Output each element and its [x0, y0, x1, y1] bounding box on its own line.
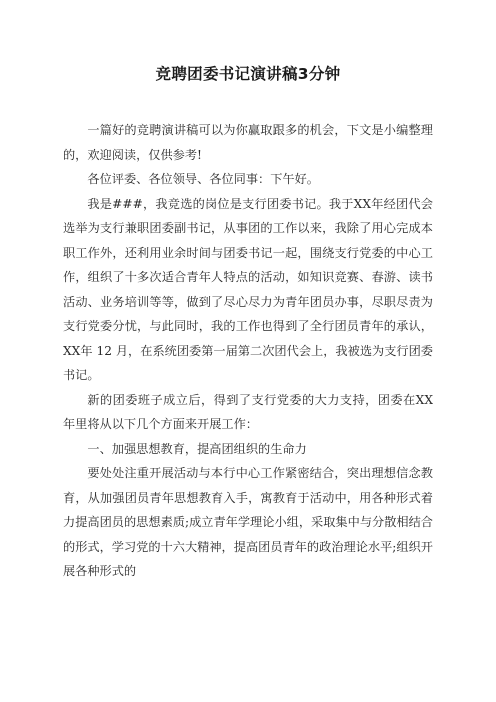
paragraph: 一篇好的竞聘演讲稿可以为你赢取跟多的机会，下文是小编整理的，欢迎阅读，仅供参考!	[63, 123, 433, 162]
paragraph: 一、加强思想教育，提高团组织的生命力	[87, 441, 307, 456]
paragraph: 各位评委、各位领导、各位同事：下午好。	[87, 172, 319, 186]
document-body	[63, 118, 433, 584]
document-title: 竞聘团委书记演讲稿3分钟	[155, 65, 341, 83]
paragraph: 我是###，我竞选的岗位是支行团委书记。我于XX年经团代会选举为支行兼职团委副书记，从事团的工作以来，我除了用心完成本职工作外，还利用业余时间与团委书记一起，围绕支行党委的中心工作，组织了十多次适合青年人特点的活动，如知识竞赛、春游、读书活动、业务培训等等，做到了尽心尽力为青年团员办事，尽职尽责为支行党委分忧，与此同时，我的工作也得到了全行团员青年的承认，XX年 12 月，在系统团委第一届第二次团代会上，我被选为支行团委书记。	[63, 196, 433, 382]
paragraph: 要处处注重开展活动与本行中心工作紧密结合，突出理想信念教育，从加强团员青年思想教育入手，寓教育于活动中，用各种形式着力提高团员的思想素质;成立青年学理论小组，采取集中与分散相结合的形式，学习党的十六大精神，提高团员青年的政治理论水平;组织开展各种形式的	[63, 466, 433, 578]
paragraph: 新的团委班子成立后，得到了支行党委的大力支持，团委在XX年里将从以下几个方面来开展工作：	[63, 392, 433, 431]
